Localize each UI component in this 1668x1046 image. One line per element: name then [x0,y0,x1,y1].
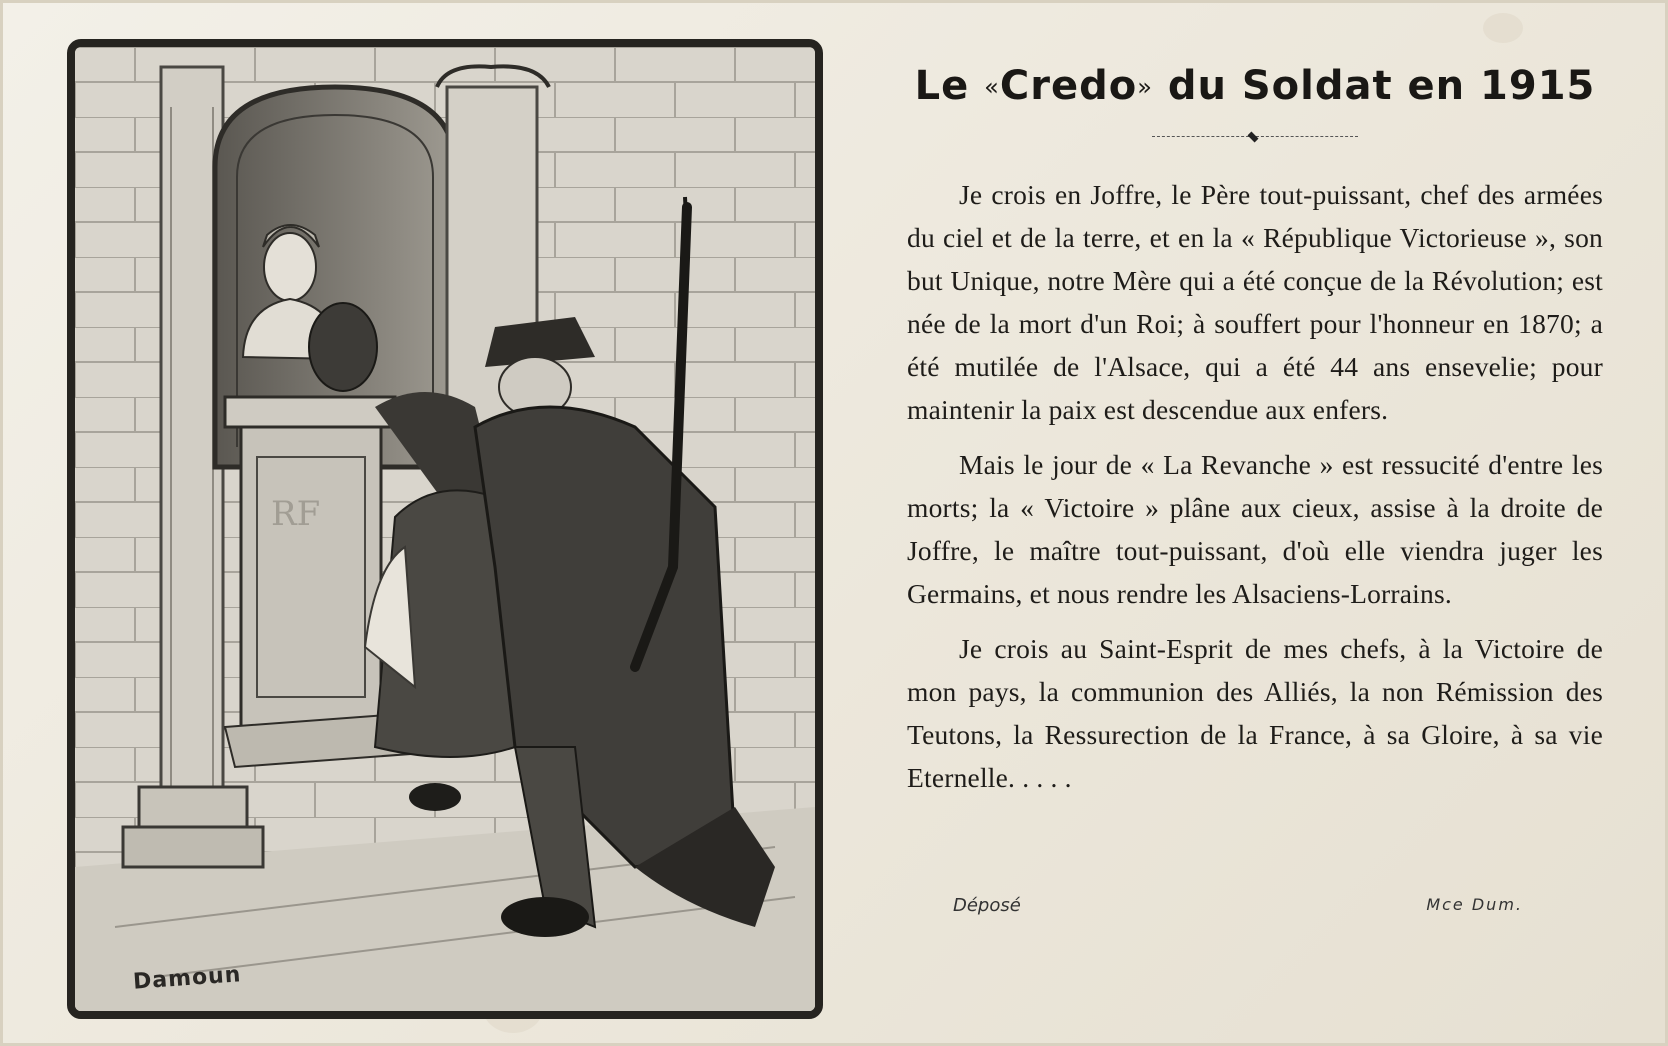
divider-diamond-ornament [1248,132,1259,143]
illustration-panel [67,39,823,1019]
title-divider [1152,131,1358,143]
illustration-drawing [75,47,815,1011]
title-open-quote: « [984,73,1000,101]
title-part-2: du Soldat en 1915 [1167,63,1596,109]
age-stain [1483,13,1523,43]
title-credo-word: Credo [999,63,1138,109]
credo-text-column [907,63,1603,811]
credo-paragraph-2: Mais le jour de « La Revanche » est ressucité d'entre les morts; la « Victoire » plâne aux cieux, assise à la droite de Joffre, le maître tout-puissant, d'où elle viendra juger les Germains, et nous rendre les Alsaciens-Lorrains. [907,449,1603,609]
footer-credits [907,895,1603,925]
credo-paragraph-3: Je crois au Saint-Esprit de mes chefs, à la Victoire de mon pays, la communion des Alliés, la non Rémission des Teutons, la Ressurection de la France, à sa Gloire, à sa vie Eternelle. . . . . [907,633,1603,793]
deposit-notice: Déposé [953,895,1021,916]
title-part-1: Le [914,63,970,109]
plaque-text: RF [271,494,321,534]
credo-paragraph-1: Je crois en Joffre, le Père tout-puissant, chef des armées du ciel et de la terre, et en la « République Victorieuse », son but Unique, notre Mère qui a été conçue de la Révolution; est née de la mort d'un Roi; à souffert pour l'honneur en 1870; a été mutilée de l'Alsace, qui a été 44 ans ensevelie; pour maintenir la paix est descendue aux enfers. [907,179,1603,425]
title-close-quote: » [1137,73,1153,101]
publisher-mark: Mce Dum. [1426,895,1523,914]
page-title [907,63,1603,109]
artist-signature: Damoun [132,962,243,995]
